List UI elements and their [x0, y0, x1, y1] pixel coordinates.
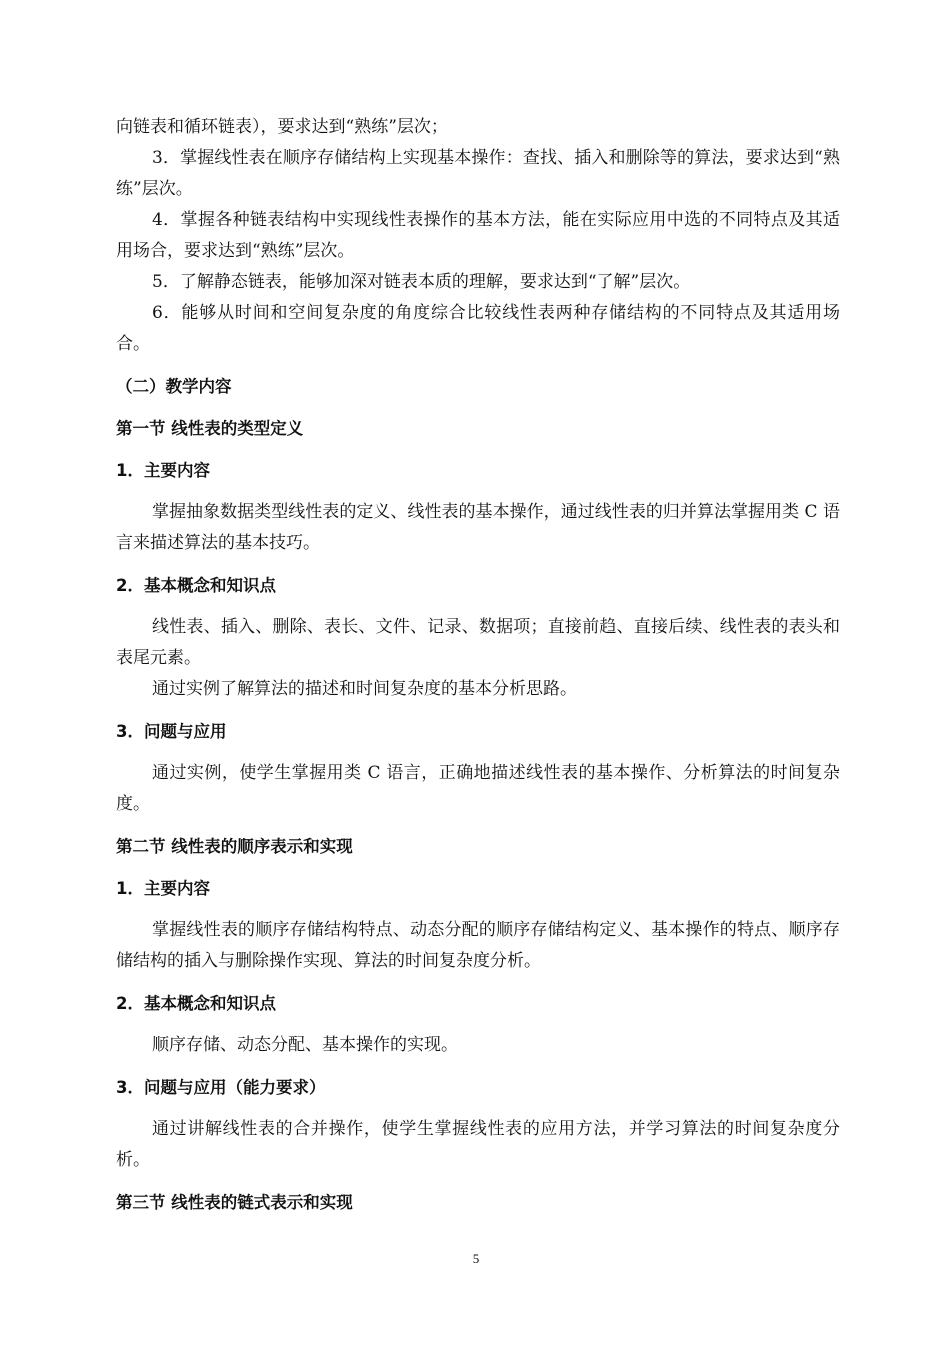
page-number: 5 [472, 1251, 480, 1266]
paragraph-continued: 向链表和循环链表），要求达到“熟练”层次； [116, 117, 448, 137]
body-paragraph: 通过实例了解算法的描述和时间复杂度的基本分析思路。 [152, 679, 577, 699]
body-paragraph: 通过实例，使学生掌握用类 C 语言，正确地描述线性表的基本操作、分析算法的时间复杂度。 [116, 763, 840, 814]
section-title: 第三节 线性表的链式表示和实现 [116, 1193, 353, 1212]
paragraph-item-6: 6．能够从时间和空间复杂度的角度综合比较线性表两种存储结构的不同特点及其适用场合。 [116, 303, 840, 354]
body-paragraph: 顺序存储、动态分配、基本操作的实现。 [152, 1035, 458, 1055]
subsection-heading: 2．基本概念和知识点 [116, 576, 276, 595]
paragraph-item-4: 4．掌握各种链表结构中实现线性表操作的基本方法，能在实际应用中选的不同特点及其适用场合，要求达到“熟练”层次。 [116, 210, 840, 261]
body-paragraph: 通过讲解线性表的合并操作，使学生掌握线性表的应用方法，并学习算法的时间复杂度分析。 [116, 1119, 840, 1170]
subsection-heading: 1．主要内容 [116, 461, 210, 480]
paragraph-item-5: 5．了解静态链表，能够加深对链表本质的理解，要求达到“了解”层次。 [152, 272, 691, 292]
body-paragraph: 线性表、插入、删除、表长、文件、记录、数据项；直接前趋、直接后续、线性表的表头和表尾元素。 [116, 617, 840, 668]
section-title: 第一节 线性表的类型定义 [116, 419, 304, 438]
subsection-heading: 1．主要内容 [116, 879, 210, 898]
subsection-heading: 3．问题与应用 [116, 722, 227, 741]
body-paragraph: 掌握抽象数据类型线性表的定义、线性表的基本操作，通过线性表的归并算法掌握用类 C 语言来描述算法的基本技巧。 [116, 502, 840, 553]
body-paragraph: 掌握线性表的顺序存储结构特点、动态分配的顺序存储结构定义、基本操作的特点、顺序存储结构的插入与删除操作实现、算法的时间复杂度分析。 [116, 920, 840, 971]
subsection-heading: 3．问题与应用（能力要求） [116, 1078, 326, 1097]
section-title: 第二节 线性表的顺序表示和实现 [116, 837, 353, 856]
paragraph-item-3: 3．掌握线性表在顺序存储结构上实现基本操作：查找、插入和删除等的算法，要求达到“熟练”层次。 [116, 148, 840, 199]
subsection-heading: 2．基本概念和知识点 [116, 994, 276, 1013]
section-heading: （二）教学内容 [116, 377, 232, 396]
page-content [116, 112, 840, 1218]
